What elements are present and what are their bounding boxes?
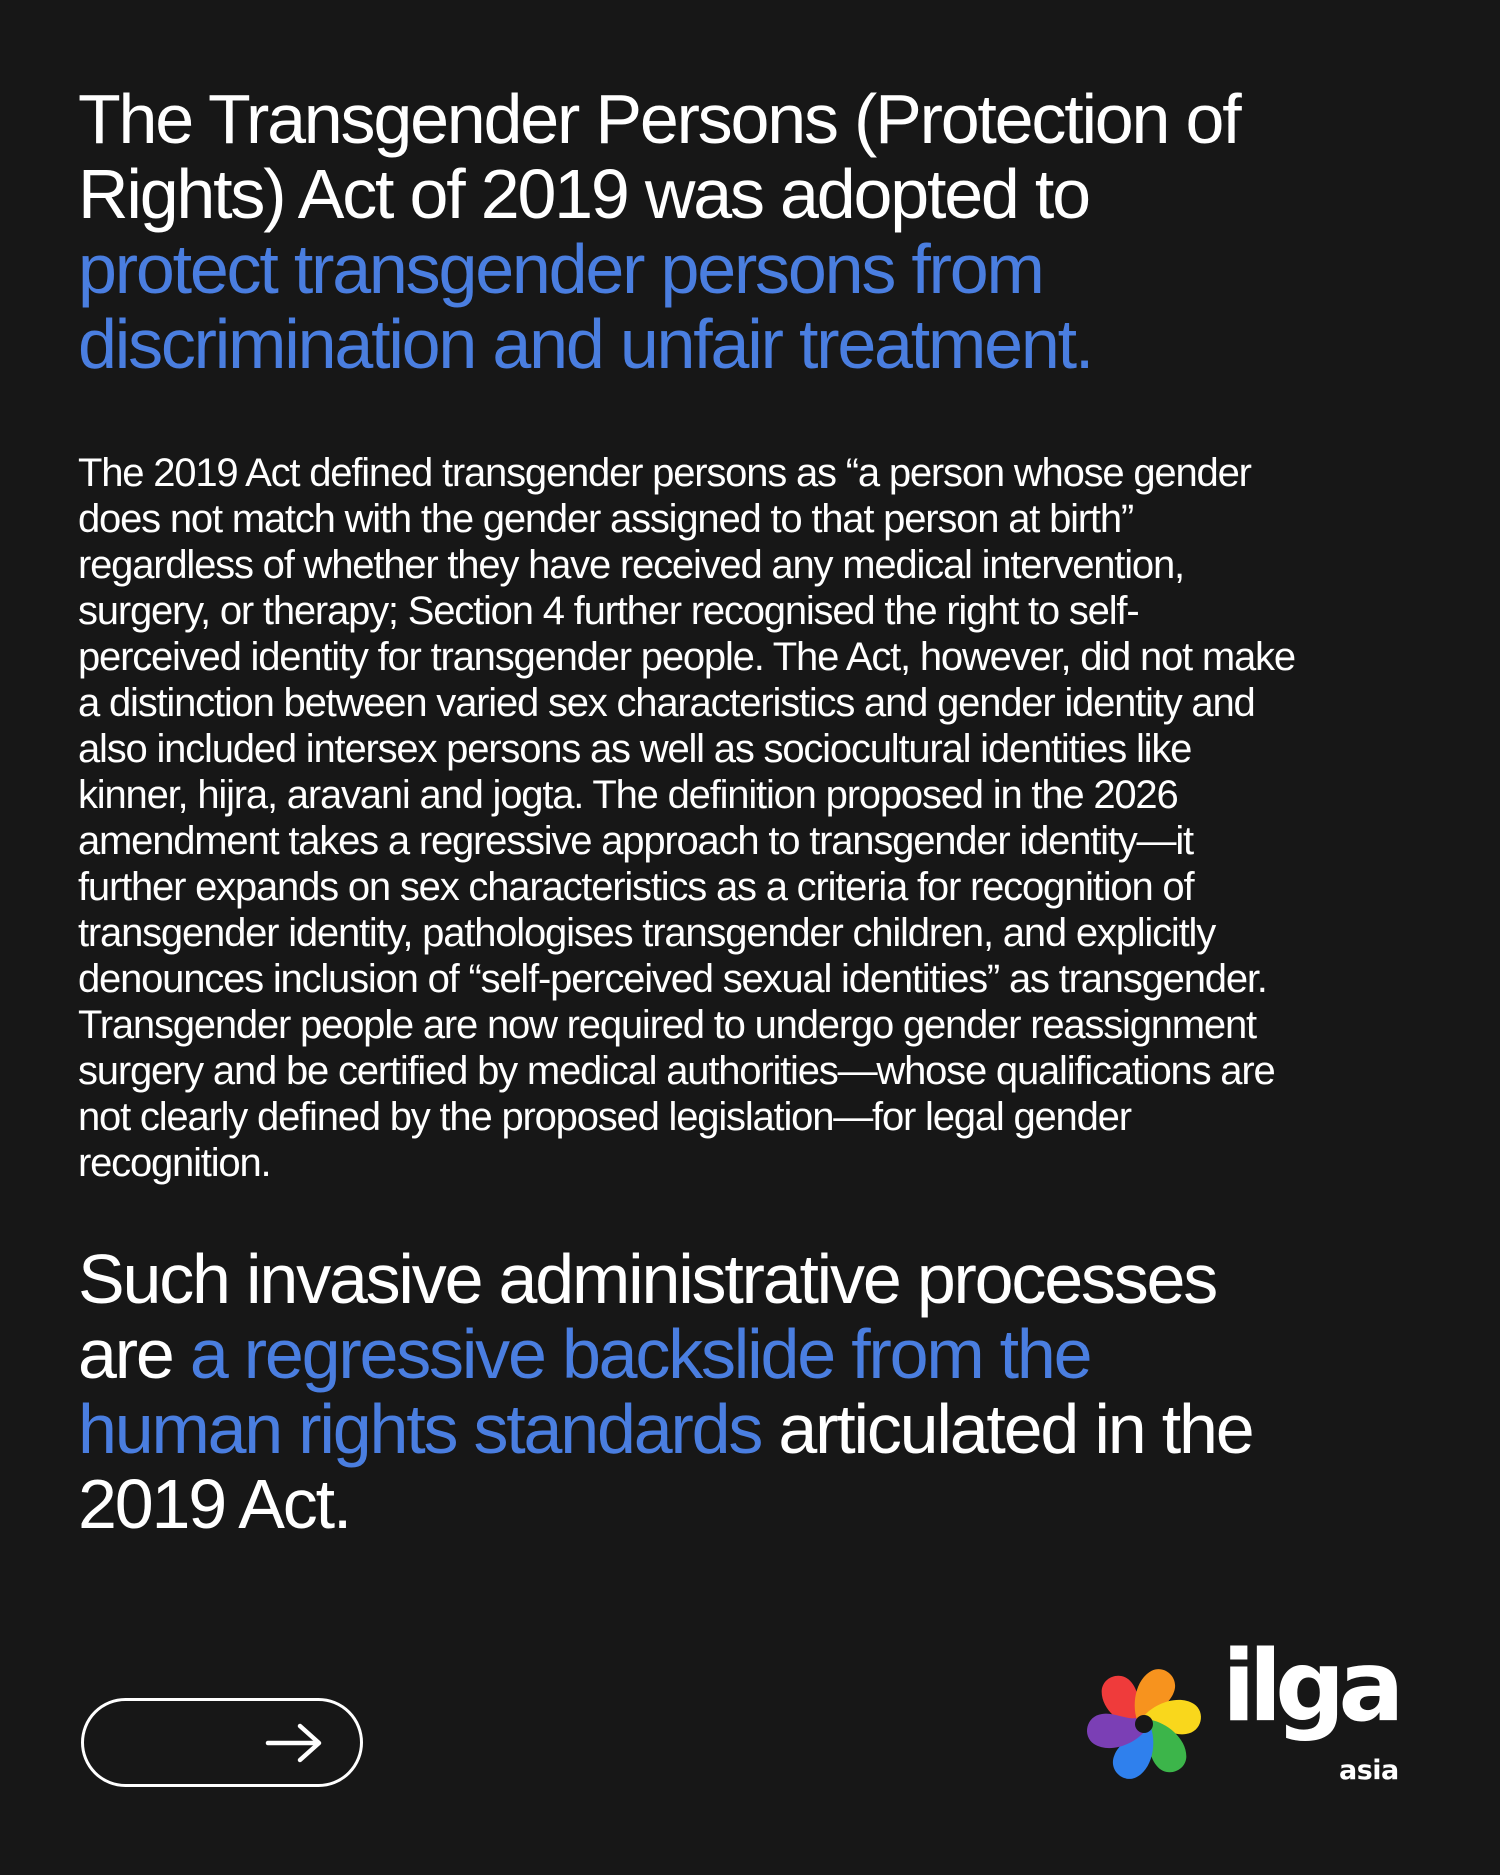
logo-center <box>1135 1715 1153 1733</box>
headline-text: The Transgender Persons (Protection of Rights) Act of 2019 was adopted to <box>78 80 1240 233</box>
arrow-right-icon <box>264 1721 324 1765</box>
main-content <box>78 82 1298 1542</box>
conclusion-highlight: a regressive backslide from the human rights standards <box>78 1315 1091 1468</box>
body-paragraph: The 2019 Act defined transgender persons as “a person whose gender does not match with the gender assigned to that person at birth” regardless of whether they have received any medical intervention, surgery, or therapy; Section 4 further recognised the right to self-perceived identity for transgender people. The Act, however, did not make a distinction between varied sex characteristics and gender identity and also included intersex persons as well as sociocultural identities like kinner, hijra, aravani and jogta. The definition proposed in the 2026 amendment takes a regressive approach to transgender identity—it further expands on sex characteristics as a criteria for recognition of transgender identity, pathologises transgender children, and explicitly denounces inclusion of “self-perceived sexual identities” as transgender. Transgender people are now required to undergo gender reassignment surgery and be certified by medical authorities—whose qualifications are not clearly defined by the proposed legislation—for legal gender recognition. <box>78 451 1295 1185</box>
conclusion-text-start: Such invasive administrative processes are <box>78 1240 1217 1393</box>
logo-wordmark: ilga <box>1222 1630 1398 1744</box>
headline <box>78 82 1298 382</box>
logo-subtitle: asia <box>1339 1755 1399 1786</box>
conclusion-text-end: articulated in the 2019 Act. <box>78 1390 1253 1543</box>
next-button[interactable] <box>81 1698 363 1787</box>
headline-highlight: protect transgender persons from discrimination and unfair treatment. <box>78 230 1093 383</box>
ilga-asia-logo <box>1078 1630 1408 1798</box>
pinwheel-logo-icon <box>1078 1658 1210 1790</box>
conclusion <box>78 1242 1258 1542</box>
